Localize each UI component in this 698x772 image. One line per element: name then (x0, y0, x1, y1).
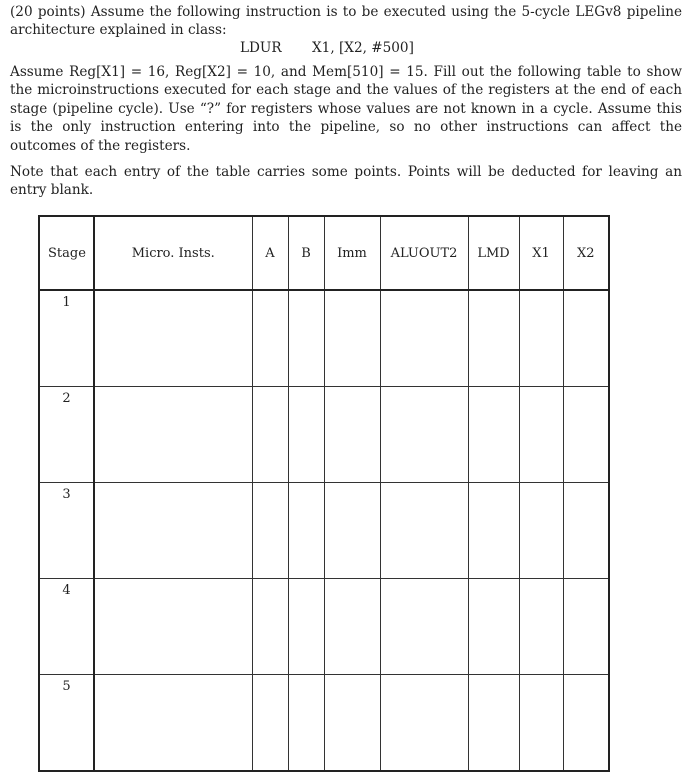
imm-cell[interactable] (324, 675, 380, 772)
table-header-row (39, 216, 609, 290)
x1-cell[interactable] (519, 579, 563, 675)
x2-cell[interactable] (563, 675, 609, 772)
lmd-cell[interactable] (468, 579, 519, 675)
instruction-line (240, 39, 414, 57)
x2-cell[interactable] (563, 290, 609, 387)
b-cell[interactable] (288, 675, 324, 772)
problem-intro: (20 points) Assume the following instruction is to be executed using the 5-cycle LEGv8 pipeline architecture explained in class: (10, 4, 682, 39)
a-cell[interactable] (252, 579, 288, 675)
lmd-cell[interactable] (468, 290, 519, 387)
lmd-cell[interactable] (468, 387, 519, 483)
b-cell[interactable] (288, 387, 324, 483)
aluout2-cell[interactable] (380, 387, 468, 483)
micro-insts-cell[interactable] (94, 579, 252, 675)
table-row (39, 290, 609, 387)
header-lmd: LMD (468, 216, 519, 290)
micro-insts-cell[interactable] (94, 675, 252, 772)
b-cell[interactable] (288, 579, 324, 675)
instruction-opcode: LDUR (240, 40, 282, 56)
instruction-operands: X1, [X2, #500] (312, 40, 414, 56)
table-row (39, 675, 609, 772)
x1-cell[interactable] (519, 387, 563, 483)
a-cell[interactable] (252, 387, 288, 483)
aluout2-cell[interactable] (380, 579, 468, 675)
stage-number: 5 (39, 675, 94, 772)
stage-number: 1 (39, 290, 94, 387)
aluout2-cell[interactable] (380, 290, 468, 387)
micro-insts-cell[interactable] (94, 387, 252, 483)
a-cell[interactable] (252, 290, 288, 387)
micro-insts-cell[interactable] (94, 483, 252, 579)
aluout2-cell[interactable] (380, 483, 468, 579)
problem-note: Note that each entry of the table carries some points. Points will be deducted for leaving an entry blank. (10, 164, 682, 199)
imm-cell[interactable] (324, 483, 380, 579)
header-a: A (252, 216, 288, 290)
imm-cell[interactable] (324, 579, 380, 675)
b-cell[interactable] (288, 290, 324, 387)
pipeline-table (38, 215, 610, 772)
stage-number: 3 (39, 483, 94, 579)
header-x2: X2 (563, 216, 609, 290)
imm-cell[interactable] (324, 290, 380, 387)
table-row (39, 579, 609, 675)
header-b: B (288, 216, 324, 290)
micro-insts-cell[interactable] (94, 290, 252, 387)
a-cell[interactable] (252, 675, 288, 772)
b-cell[interactable] (288, 483, 324, 579)
header-micro-insts: Micro. Insts. (94, 216, 252, 290)
problem-assumption: Assume Reg[X1] = 16, Reg[X2] = 10, and Mem[510] = 15. Fill out the following table to show the microinstructions executed for each stage and the values of the registers at the end of each stage (pipeline cycle). Use “?” for registers whose values are not known in a cycle. Assume this is the only instruction entering into the pipeline, so no other instructions can affect the outcomes of the registers. (10, 64, 682, 154)
header-stage: Stage (39, 216, 94, 290)
x2-cell[interactable] (563, 387, 609, 483)
x1-cell[interactable] (519, 483, 563, 579)
x1-cell[interactable] (519, 675, 563, 772)
x2-cell[interactable] (563, 579, 609, 675)
table-row (39, 483, 609, 579)
header-x1: X1 (519, 216, 563, 290)
header-imm: Imm (324, 216, 380, 290)
lmd-cell[interactable] (468, 675, 519, 772)
imm-cell[interactable] (324, 387, 380, 483)
aluout2-cell[interactable] (380, 675, 468, 772)
table-row (39, 387, 609, 483)
stage-number: 2 (39, 387, 94, 483)
a-cell[interactable] (252, 483, 288, 579)
x2-cell[interactable] (563, 483, 609, 579)
x1-cell[interactable] (519, 290, 563, 387)
stage-number: 4 (39, 579, 94, 675)
lmd-cell[interactable] (468, 483, 519, 579)
header-aluout2: ALUOUT2 (380, 216, 468, 290)
